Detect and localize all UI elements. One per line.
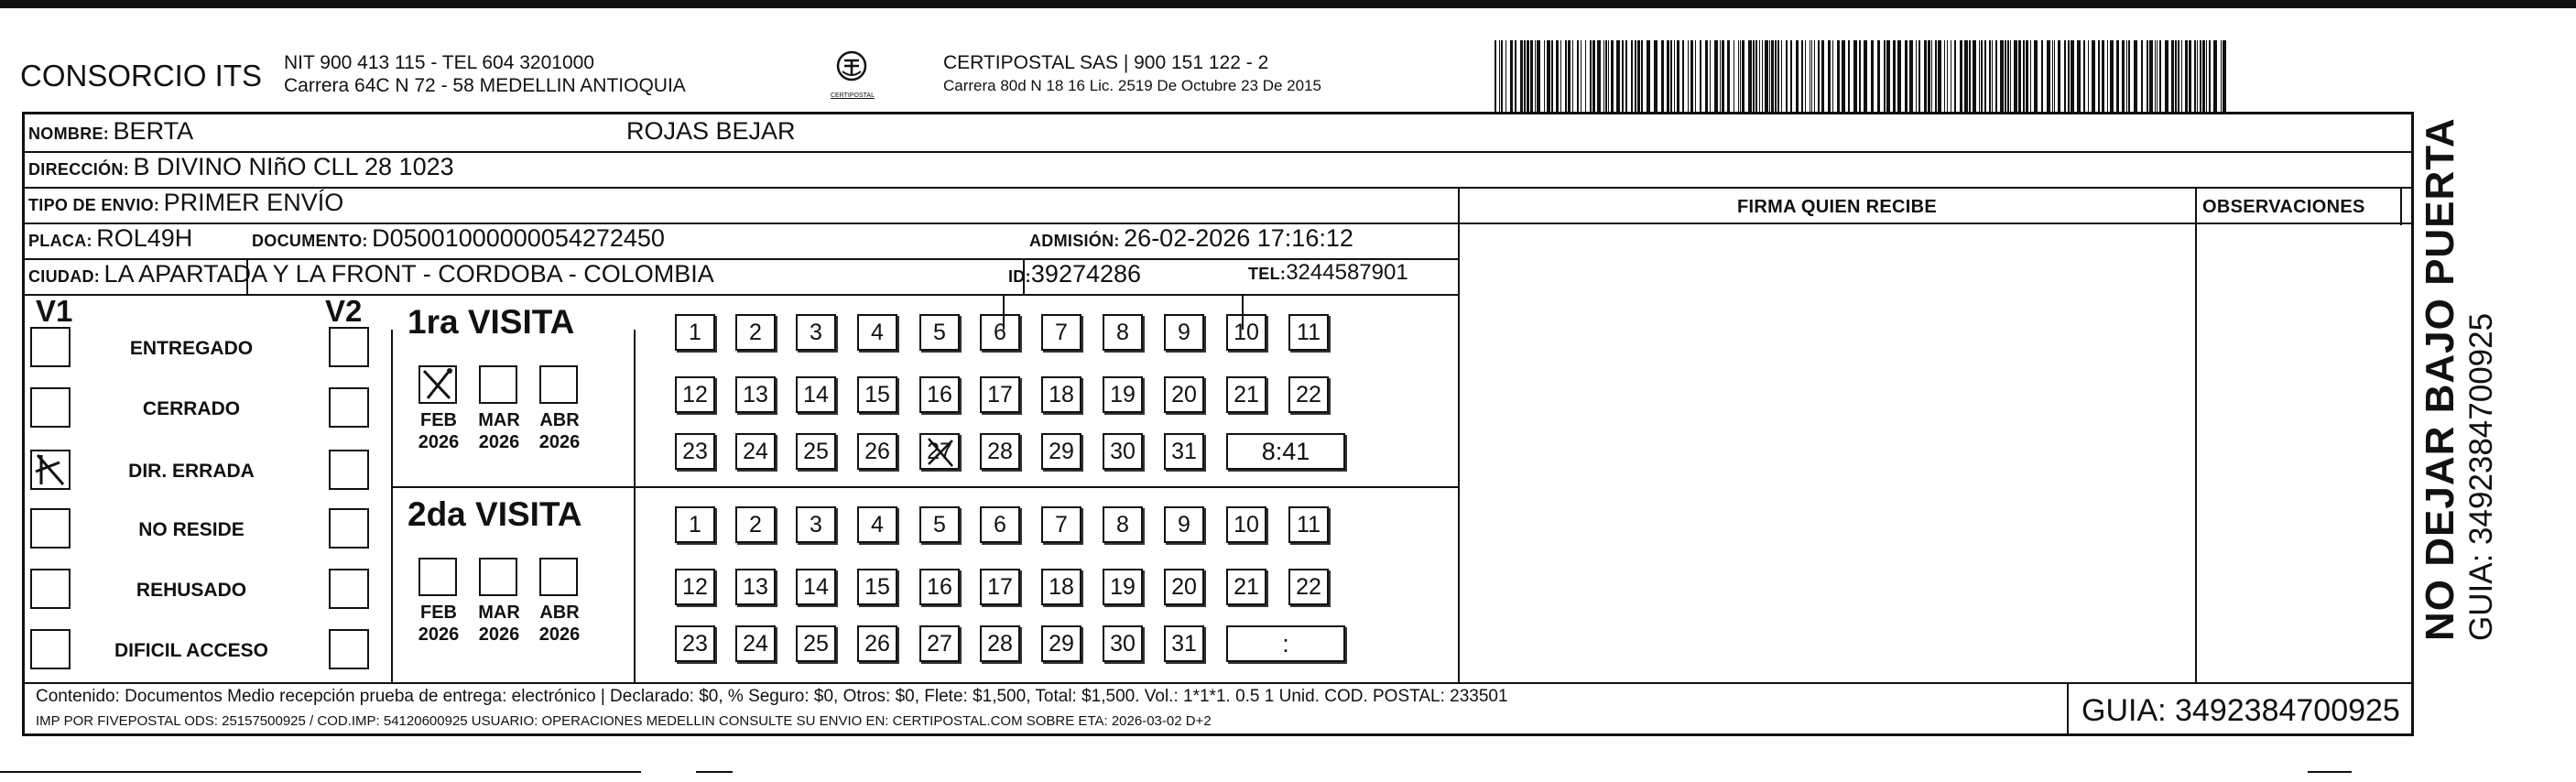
firma-header: FIRMA QUIEN RECIBE [1737,197,1937,217]
day-box[interactable] [857,314,897,351]
status-option-label: DIR. ERRADA [128,461,255,482]
v2-checkbox[interactable] [329,569,369,609]
month-name: ABR [539,603,580,623]
placa-value: ROL49H [96,224,193,252]
day-box[interactable] [1041,625,1081,662]
day-box[interactable] [796,569,836,605]
ciudad-value: LA APARTADA Y LA FRONT - CORDOBA - COLOMBIA [103,260,714,288]
no-dejar-warning: NO DEJAR BAJO PUERTA [2418,117,2462,641]
month-label [470,602,528,646]
day-box[interactable] [1288,506,1329,543]
nombre-first: BERTA [113,117,194,145]
month-name: MAR [478,410,520,430]
day-box[interactable] [980,569,1020,605]
day-number: 24 [743,631,768,657]
ciudad-label: CIUDAD: [28,267,101,286]
side-text [2418,117,2500,641]
check-mark-icon [420,367,455,402]
certipostal-line: CERTIPOSTAL SAS | 900 151 122 - 2 [943,52,1269,73]
cut-line [2308,771,2352,773]
day-box[interactable] [1164,506,1204,543]
day-box[interactable] [919,433,960,470]
status-option-label: NO RESIDE [138,519,245,540]
day-box[interactable] [1226,569,1266,605]
direccion-row [28,153,454,181]
day-box[interactable] [1226,506,1266,543]
placa-cell [28,224,192,253]
visit-title: 2da VISITA [408,495,582,533]
day-number: 6 [994,320,1006,345]
day-number: 17 [987,382,1013,407]
day-box[interactable] [1288,569,1329,605]
day-box[interactable] [675,433,715,470]
day-number: 16 [927,382,952,407]
placa-label: PLACA: [28,232,92,250]
month-checkbox[interactable] [418,365,457,404]
cut-line [0,771,641,773]
status-option-label: CERRADO [142,398,241,419]
tel-label: TEL: [1248,265,1287,283]
status-option-label: DIFICIL ACCESO [114,640,268,661]
side-guia: GUIA: 3492384700925 [2463,312,2499,641]
month-label [409,602,468,646]
day-box[interactable] [1226,314,1266,351]
top-border [0,0,2576,8]
day-number: 9 [1178,320,1190,345]
day-box[interactable] [1041,569,1081,605]
day-number: 26 [864,439,890,464]
v2-checkbox[interactable] [329,450,369,490]
id-label: ID: [1008,267,1031,286]
observaciones-header: OBSERVACIONES [2202,197,2365,217]
month-name: FEB [420,603,457,623]
day-number: 3 [810,320,822,345]
day-box[interactable] [735,376,776,413]
day-number: 4 [871,320,884,345]
day-number: 13 [743,382,768,407]
day-number: 11 [1297,320,1321,345]
day-box[interactable] [919,376,960,413]
day-box[interactable] [1164,625,1204,662]
day-number: 20 [1171,574,1197,600]
day-box[interactable] [735,506,776,543]
day-number: 17 [987,574,1013,600]
day-box[interactable] [796,376,836,413]
mark-x-icon [923,435,958,470]
month-name: ABR [539,410,580,430]
day-number: 30 [1110,439,1136,464]
certipostal-info [943,51,1321,97]
day-number: 20 [1171,382,1197,407]
day-number: 7 [1055,320,1068,345]
day-number: 21 [1234,382,1259,407]
ciudad-cell [28,260,714,288]
day-box[interactable] [1164,569,1204,605]
day-number: 23 [682,631,708,657]
day-box[interactable] [980,433,1020,470]
admision-cell [1029,224,1353,253]
day-box[interactable] [857,625,897,662]
day-number: 4 [871,512,884,538]
month-year: 2026 [418,625,460,645]
day-box[interactable] [1103,376,1143,413]
day-number: 15 [864,382,890,407]
day-number: 27 [927,439,952,464]
day-box[interactable] [980,506,1020,543]
day-number: 10 [1234,512,1259,538]
day-number: 15 [864,574,890,600]
day-number: 8 [1116,320,1129,345]
day-number: 3 [810,512,822,538]
month-label [530,602,589,646]
day-box[interactable] [1164,376,1204,413]
day-box[interactable] [1103,314,1143,351]
day-number: 31 [1171,439,1197,464]
day-box[interactable] [675,506,715,543]
id-cell [1008,260,1141,288]
day-box[interactable] [857,506,897,543]
day-number: 18 [1049,382,1074,407]
direccion-value: B DIVINO NIñO CLL 28 1023 [133,153,454,180]
v1-header: V1 [36,294,73,328]
nit-line: NIT 900 413 115 - TEL 604 3201000 [284,52,594,73]
day-number: 30 [1110,631,1136,657]
day-box[interactable] [980,376,1020,413]
month-label [470,409,528,453]
day-number: 16 [927,574,952,600]
tel-cell [1248,260,1408,286]
imp-line: IMP POR FIVEPOSTAL ODS: 25157500925 / COD.IMP: 54120600925 USUARIO: OPERACIONES MEDELLIN CONSULTE SU ENVIO EN: CERTIPOSTAL.COM SOBRE ETA: 2026-03-02 D+2 [36,713,1212,729]
day-number: 23 [682,439,708,464]
day-box[interactable] [919,625,960,662]
day-box[interactable] [1103,433,1143,470]
day-box[interactable] [675,569,715,605]
month-label [530,409,589,453]
day-box[interactable] [796,625,836,662]
day-number: 8 [1116,512,1129,538]
certipostal-address: Carrera 80d N 18 16 Lic. 2519 De Octubre 23 De 2015 [943,77,1321,94]
day-number: 7 [1055,512,1068,538]
guia-number: GUIA: 3492384700925 [2081,693,2400,728]
day-box[interactable] [1164,314,1204,351]
day-number: 10 [1234,320,1259,345]
month-year: 2026 [418,432,460,452]
day-box[interactable] [1226,376,1266,413]
day-number: 12 [682,382,708,407]
status-option-label: REHUSADO [136,580,247,601]
nombre-row [28,117,193,146]
day-number: 28 [987,439,1013,464]
direccion-label: DIRECCIÓN: [28,160,129,179]
id-value: 39274286 [1030,260,1142,288]
day-box[interactable] [980,625,1020,662]
day-box[interactable] [796,506,836,543]
day-box[interactable] [1288,376,1329,413]
month-label [409,409,468,453]
day-box[interactable] [980,314,1020,351]
status-option-label: ENTREGADO [129,338,254,359]
day-number: 6 [994,512,1006,538]
day-number: 18 [1049,574,1074,600]
month-checkbox[interactable] [479,365,517,404]
day-number: 31 [1171,631,1197,657]
day-box[interactable] [735,569,776,605]
month-checkbox[interactable] [539,365,578,404]
day-box[interactable] [675,376,715,413]
day-number: 2 [749,320,762,345]
nombre-label: NOMBRE: [28,125,110,143]
day-box[interactable] [796,314,836,351]
day-number: 25 [803,439,829,464]
month-year: 2026 [478,625,520,645]
day-box[interactable] [675,625,715,662]
cut-line [696,771,733,773]
day-number: 28 [987,631,1013,657]
day-box[interactable] [857,569,897,605]
day-box[interactable] [675,314,715,351]
day-box[interactable] [796,433,836,470]
logo-caption: CERTIPOSTAL [831,92,875,99]
day-box[interactable] [1288,314,1329,351]
month-name: MAR [478,603,520,623]
day-box[interactable] [1041,376,1081,413]
contenido-line: Contenido: Documentos Medio recepción prueba de entrega: electrónico | Declarado: $0, % Seguro: $0, Otros: $0, Flete: $1,500, Total: $1,500. Vol.: 1*1*1. 0.5 1 Unid. COD. POSTAL: 233501 [36,687,1508,706]
month-year: 2026 [478,432,520,452]
tipo-row [28,189,343,217]
v2-checkbox[interactable] [329,327,369,367]
day-number: 13 [743,574,768,600]
day-number: 27 [927,631,952,657]
month-checkbox[interactable] [418,558,457,596]
day-number: 2 [749,512,762,538]
v2-checkbox[interactable] [329,629,369,669]
month-checkbox[interactable] [479,558,517,596]
v2-checkbox[interactable] [329,508,369,548]
day-number: 29 [1049,439,1074,464]
month-name: FEB [420,410,457,430]
day-box[interactable] [735,433,776,470]
documento-label: DOCUMENTO: [252,232,368,250]
visit-time-box[interactable]: : [1226,625,1345,662]
address-line: Carrera 64C N 72 - 58 MEDELLIN ANTIOQUIA [284,75,686,96]
day-box[interactable] [1041,506,1081,543]
day-number: 14 [803,574,829,600]
day-box[interactable] [1103,625,1143,662]
visit-time-box[interactable]: 8:41 [1226,433,1345,470]
day-number: 29 [1049,631,1074,657]
day-number: 24 [743,439,768,464]
day-box[interactable] [735,314,776,351]
day-number: 19 [1110,382,1136,407]
day-number: 22 [1296,574,1321,600]
month-year: 2026 [538,625,581,645]
v2-checkbox[interactable] [329,387,369,428]
delivery-form [22,112,2414,736]
day-box[interactable] [735,625,776,662]
nombre-last: ROJAS BEJAR [626,117,796,145]
day-number: 11 [1297,512,1321,538]
day-box[interactable] [1041,314,1081,351]
day-box[interactable] [919,569,960,605]
documento-cell [252,224,665,253]
v2-header: V2 [325,294,363,328]
admision-value: 26-02-2026 17:16:12 [1124,224,1353,252]
day-box[interactable] [1041,433,1081,470]
day-number: 21 [1234,574,1259,600]
day-number: 1 [689,320,701,345]
day-number: 26 [864,631,890,657]
day-number: 19 [1110,574,1136,600]
day-box[interactable] [1164,433,1204,470]
day-number: 14 [803,382,829,407]
day-number: 12 [682,574,708,600]
day-number: 5 [933,512,946,538]
day-box[interactable] [919,506,960,543]
tipo-value: PRIMER ENVÍO [163,189,344,216]
day-number: 1 [689,512,701,538]
day-box[interactable] [1103,506,1143,543]
day-box[interactable] [919,314,960,351]
company-info [284,51,686,97]
admision-label: ADMISIÓN: [1029,232,1120,250]
month-year: 2026 [538,432,581,452]
month-checkbox[interactable] [539,558,578,596]
day-box[interactable] [1103,569,1143,605]
day-box[interactable] [857,433,897,470]
day-number: 9 [1178,512,1190,538]
barcode [1495,40,2227,112]
tel-value: 3244587901 [1286,260,1408,285]
tipo-label: TIPO DE ENVIO: [28,196,160,214]
visit-title: 1ra VISITA [408,303,575,341]
day-number: 25 [803,631,829,657]
company-name: CONSORCIO ITS [20,59,263,92]
documento-value: D05001000000054272450 [372,224,665,252]
day-number: 5 [933,320,946,345]
day-box[interactable] [857,376,897,413]
day-number: 22 [1296,382,1321,407]
